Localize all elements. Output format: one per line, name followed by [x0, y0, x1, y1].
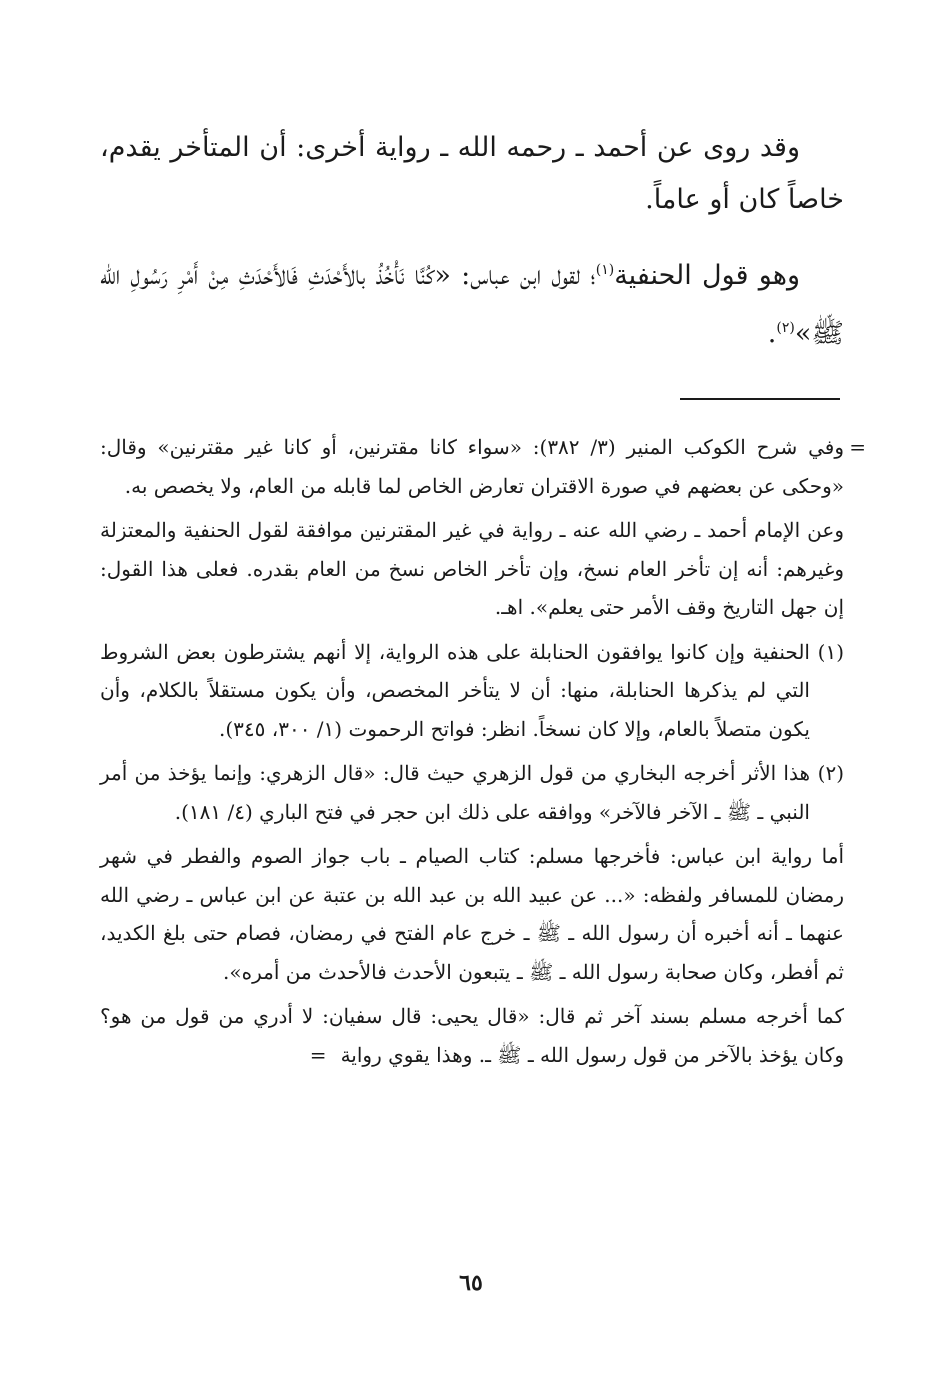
footnote-ref-2[interactable]: (٢) [776, 320, 795, 336]
footnote-separator [680, 398, 840, 400]
footnote-1-number: (١) [817, 639, 844, 664]
continuation-text-1: وفي شرح الكوكب المنير (٣/ ٣٨٢): «سواء كانا مقترنين، أو كانا غير مقترنين» وقال: «وحكى عن بعضهم في صورة الاقتران تعارض الخاص لما قابله من العام، ولا يخصص به. [100, 435, 844, 498]
footnote-ref-1[interactable]: (١) [595, 262, 615, 278]
page-number: ٦٥ [459, 1270, 483, 1296]
footnote-1-text: الحنفية وإن كانوا يوافقون الحنابلة على هذه الرواية، إلا أنهم يشترطون بعض الشروط التي لم يذكرها الحنابلة، منها: أن لا يتأخر المخصص، وأن يكون مستقلاً بالكلام، وأن يكون متصلاً بالعام، وإلا كان نسخاً. انظر: فواتح الرحموت (١/ ٣٠٠، ٣٤٥). [100, 639, 810, 741]
paragraph-2-end: . [767, 318, 777, 349]
main-paragraph-1: وقد روى عن أحمد ـ رحمه الله ـ رواية أخرى: أن المتأخر يقدم، خاصاً كان أو عاماً. [100, 132, 844, 215]
footnote-2-number: (٢) [817, 761, 844, 785]
paragraph-2-text-a: وهو قول الحنفية [614, 260, 800, 291]
footnote-1 [100, 633, 844, 749]
footnote-2-paragraph-2: أما رواية ابن عباس: فأخرجها مسلم: كتاب الصيام ـ باب جواز الصوم والفطر في شهر رمضان للمسافر ولفظه: «... عن عبيد الله بن عبد الله بن عتبة عن ابن عباس ـ رضي الله عنهما ـ أنه أخبره أن رسول الله ـ ﷺ ـ خرج عام الفتح في رمضان، فصام حتى بلغ الكديد، ثم أفطر، وكان صحابة رسول الله ـ ﷺ ـ يتبعون الأحدث فالأحدث من أمره». [100, 844, 844, 984]
main-text [100, 122, 844, 378]
main-paragraph-2 [100, 244, 844, 360]
paragraph-2-text-b: ؛ لقول ابن عباس: «كُنَّا نَأْخُذُ بالأَحْدَثِ فَالأَحْدَثِ مِنْ أَمْرِ رَسُولِ الله ﷺ» [100, 260, 844, 349]
footnote-2-paragraph-3 [100, 997, 844, 1074]
footnote-2-text: هذا الأثر أخرجه البخاري من قول الزهري حيث قال: «قال الزهري: وإنما يؤخذ من أمر النبي ـ ﷺ ـ الآخر فالآخر» ووافقه على ذلك ابن حجر في فتح الباري (٤/ ١٨١). [100, 761, 810, 824]
footnote-continuation-1 [100, 428, 866, 505]
continuation-marker: = [849, 435, 866, 459]
footnote-2-paragraph-3-text: كما أخرجه مسلم بسند آخر ثم قال: «قال يحيى: قال سفيان: لا أدري من قول من هو؟ وكان يؤخذ بالآخر من قول رسول الله ـ ﷺ ـ. وهذا يقوي رواية [100, 1004, 844, 1067]
footnotes [100, 428, 866, 1080]
footnote-continuation-2: وعن الإمام أحمد ـ رضي الله عنه ـ رواية في غير المقترنين موافقة لقول الحنفية والمعتزلة وغيرهم: أنه إن تأخر العام نسخ، وإن تأخر الخاص نسخ من العام بقدره. فعلى هذا القول: إن جهل التاريخ وقف الأمر حتى يعلم». اهـ. [100, 518, 844, 619]
continuation-marker-end: = [309, 1042, 327, 1067]
footnote-2 [100, 754, 844, 831]
